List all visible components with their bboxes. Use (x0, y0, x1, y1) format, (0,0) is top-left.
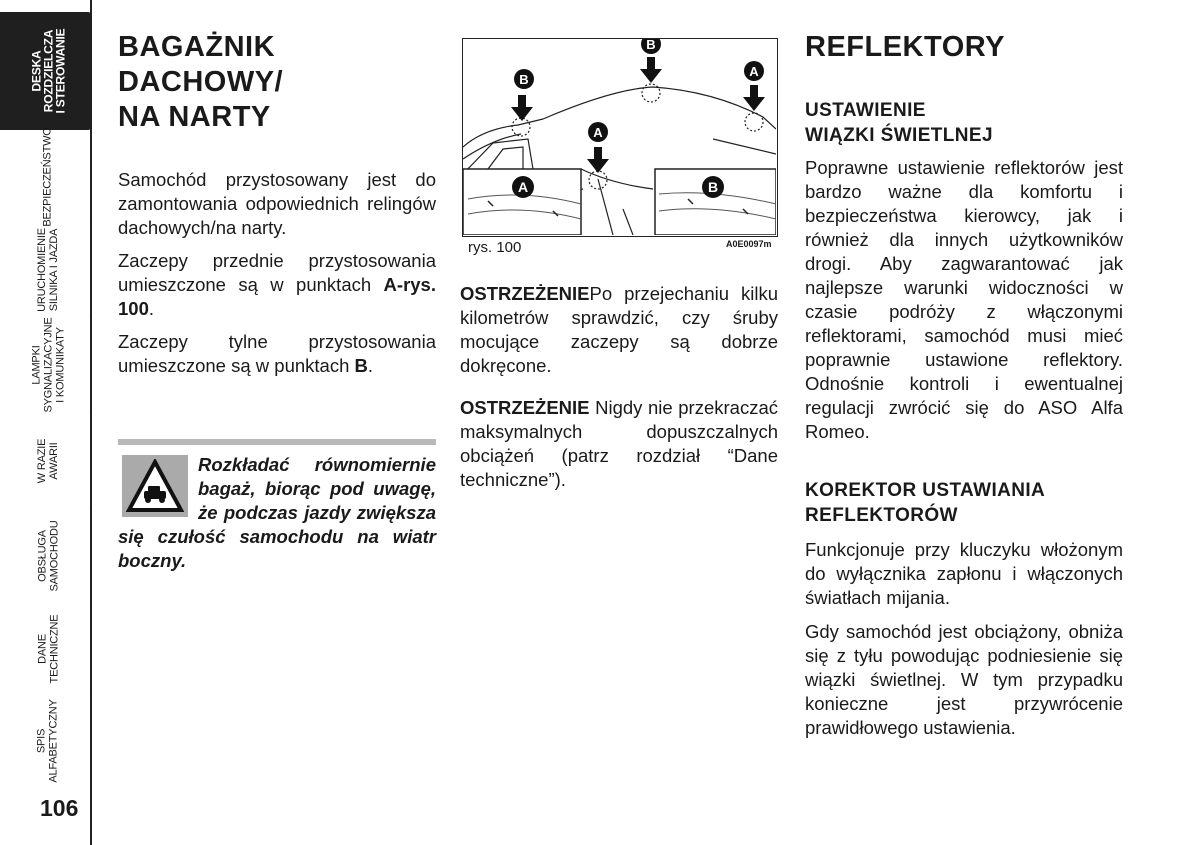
warning-note-1: OSTRZEŻENIEPo przejechaniu kilku kilometrów sprawdzić, czy śruby mocujące zaczepy są dobrze dokręcone. (460, 283, 778, 376)
column-warnings (460, 282, 778, 492)
tab-label: URUCHOMIENIE SILNIKA I JAZDA (36, 228, 60, 312)
label-b-top: B (646, 39, 656, 52)
inset-label-a: A (517, 179, 529, 195)
tab-label: W RAZIE AWARII (36, 438, 60, 484)
paragraph-rear-mounts: Zaczepy tylne przystosowania umieszczone są w punktach B. (118, 331, 436, 376)
tab-spis-alfabetyczny[interactable] (0, 696, 90, 786)
column-roof-rack (118, 30, 436, 573)
section-title-headlights: REFLEKTORY (805, 31, 1005, 63)
warning-note-2: OSTRZEŻENIE Nigdy nie przekraczać maksymalnych dopuszczalnych obciążeń (patrz rozdział “Dane techniczne”). (460, 397, 778, 490)
figure-roof-mount-points (462, 38, 778, 237)
tab-label: DANE TECHNICZNE (35, 614, 60, 684)
tab-uruchomienie[interactable] (0, 224, 90, 316)
column-headlights (805, 30, 1123, 740)
tab-label: DESKA ROZDZIELCZA I STEROWANIE (29, 28, 68, 114)
tab-label: SPIS ALFABETYCZNY (36, 699, 60, 783)
page-number: 106 (40, 795, 79, 821)
tab-label: OBSŁUGA SAMOCHODU (36, 520, 60, 592)
label-a-right: A (749, 64, 759, 79)
figure-code: A0E0097m (726, 239, 772, 249)
tab-label: BEZPIECZEŃSTWO (42, 127, 55, 227)
label-b-left: B (519, 72, 529, 87)
paragraph-intro: Samochód przystosowany jest do zamontowania odpowiednich relingów dachowych/na narty. (118, 169, 436, 238)
inset-label-b: B (707, 179, 719, 195)
subsection-leveling-corrector: KOREKTOR USTAWIANIA REFLEKTORÓW (805, 480, 1046, 526)
tab-label: LAMPKI SYGNALIZACYJNE I KOMUNIKATY (30, 317, 67, 413)
tab-bezpieczenstwo[interactable] (0, 127, 90, 227)
tab-obsluga[interactable] (0, 510, 90, 602)
figure-caption: rys. 100 (468, 239, 522, 256)
tab-lampki[interactable] (0, 318, 90, 412)
car-roof-diagram (463, 39, 776, 235)
tab-w-razie-awarii[interactable] (0, 414, 90, 508)
section-title-roof-rack: BAGAŻNIK DACHOWY/ NA NARTY (118, 31, 284, 133)
paragraph-corrector-load: Gdy samochód jest obciążony, obniża się z tyłu powodując podniesienie się wiązki świetlnej. W tym przypadku konieczne jest przywrócenie prawidłowego ustawienia. (805, 621, 1123, 738)
warning-text: Rozkładać równomiernie bagaż, biorąc pod uwagę, że podczas jazdy zwiększa się czułość samochodu na wiatr boczny. (118, 454, 436, 571)
tab-dane-techniczne[interactable] (0, 604, 90, 694)
chapter-tabs (0, 0, 92, 845)
subsection-beam-alignment: USTAWIENIE WIĄZKI ŚWIETLNEJ (805, 100, 993, 146)
label-a-center: A (593, 125, 603, 140)
paragraph-front-mounts: Zaczepy przednie przystosowania umieszczone są w punktach A-rys. 100. (118, 250, 436, 319)
warning-icon (122, 455, 188, 517)
warning-box (118, 439, 436, 573)
tab-deska-rozdzielcza[interactable] (0, 12, 90, 130)
paragraph-beam-alignment: Poprawne ustawienie reflektorów jest bardzo ważne dla komfortu i bezpieczeństwa kierowcy, jak i również dla innych użytkowników drogi. Aby zagwarantować jak najlepsze warunki widoczności w czasie podróży z włączonymi reflektorami, samochód musi mieć poprawnie ustawione reflektory. Odnośnie kontroli i ewentualnej regulacji zwrócić się do ASO Alfa Romeo. (805, 157, 1123, 442)
paragraph-corrector-function: Funkcjonuje przy kluczyku włożonym do wyłącznika zapłonu i włączonych światłach mijania. (805, 539, 1123, 608)
